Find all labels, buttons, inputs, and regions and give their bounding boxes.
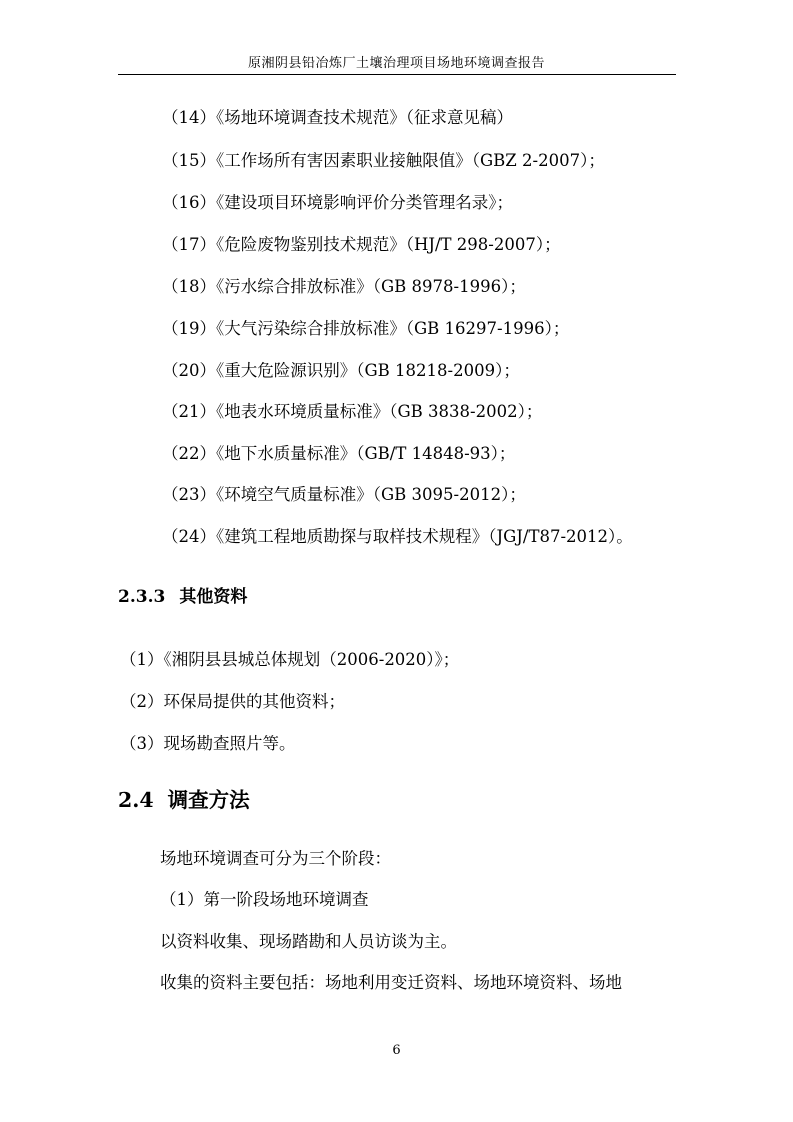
reference-item: （15）《工作场所有害因素职业接触限值》（GBZ 2-2007）； [162, 151, 605, 170]
reference-item: （19）《大气污染综合排放标准》（GB 16297-1996）； [162, 319, 570, 338]
reference-item: （18）《污水综合排放标准》（GB 8978-1996）； [162, 277, 526, 296]
body-paragraph: 收集的资料主要包括：场地利用变迁资料、场地环境资料、场地 [160, 973, 622, 992]
reference-item: （21）《地表水环境质量标准》（GB 3838-2002）； [162, 402, 543, 421]
reference-item: （16）《建设项目环境影响评价分类管理名录》； [162, 193, 513, 212]
body-paragraph: （1）第一阶段场地环境调查 [160, 890, 369, 909]
list-item: （2）环保局提供的其他资料； [120, 692, 345, 711]
section-number: 2.3.3 [118, 587, 166, 607]
reference-item: （17）《危险废物鉴别技术规范》（HJ/T 298-2007）； [162, 235, 561, 254]
reference-item: （20）《重大危险源识别》（GB 18218-2009）； [162, 361, 520, 380]
header-title: 原湘阴县铅冶炼厂土壤治理项目场地环境调查报告 [247, 56, 545, 71]
reference-item: （22）《地下水质量标准》（GB/T 14848-93）； [162, 444, 516, 463]
section-title: 其他资料 [179, 587, 248, 607]
body-paragraph: 以资料收集、现场踏勘和人员访谈为主。 [160, 932, 457, 951]
section-heading-2-4 [118, 787, 250, 813]
body-paragraph: 场地环境调查可分为三个阶段： [160, 849, 391, 868]
list-item: （3）现场勘查照片等。 [120, 734, 296, 753]
section-title: 调查方法 [167, 788, 250, 812]
section-heading-2-3-3 [118, 586, 247, 608]
section-number: 2.4 [118, 788, 154, 812]
list-item: （1）《湘阴县县城总体规划（2006-2020）》； [120, 650, 460, 669]
page-number: 6 [392, 1043, 401, 1058]
reference-item: （23）《环境空气质量标准》（GB 3095-2012）； [162, 485, 526, 504]
reference-item: （24）《建筑工程地质勘探与取样技术规程》（JGJ/T87-2012）。 [162, 527, 633, 546]
reference-item: （14）《场地环境调查技术规范》（征求意见稿） [162, 108, 513, 127]
header-divider [118, 74, 676, 75]
